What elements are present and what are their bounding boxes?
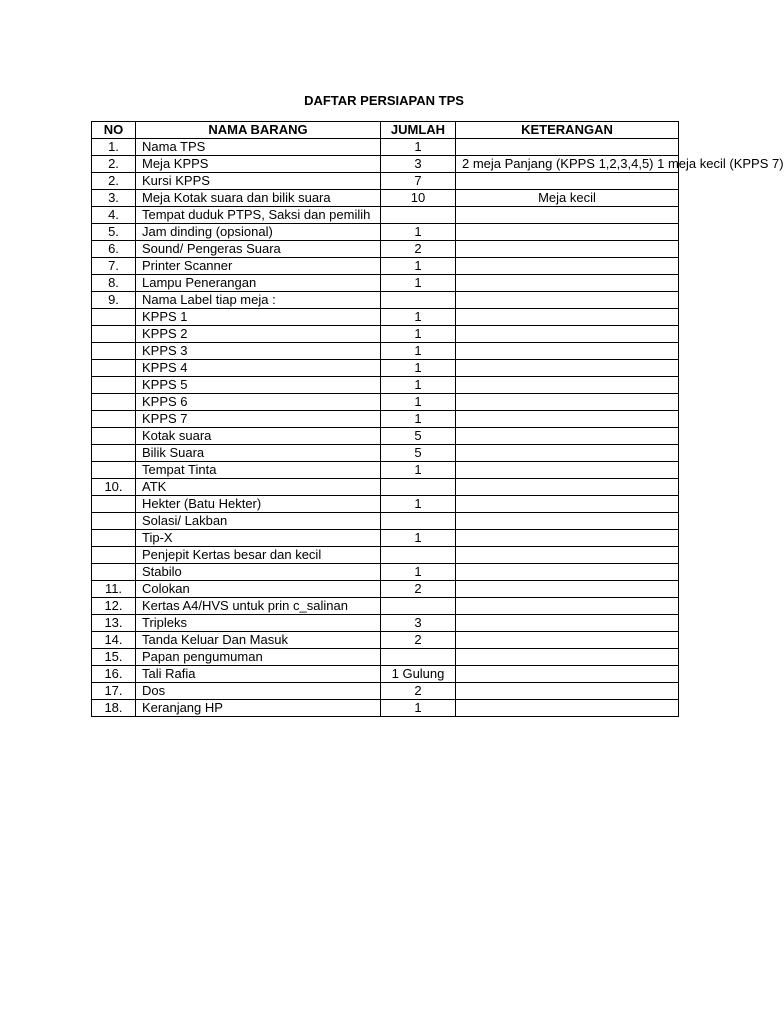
item-name-cell: Kertas A4/HVS untuk prin c_salinan: [136, 598, 381, 615]
table-row: [92, 275, 679, 292]
remarks-cell: [456, 326, 679, 343]
remarks-cell: [456, 581, 679, 598]
quantity-cell: 1 Gulung: [381, 666, 456, 683]
quantity-cell: 3: [381, 156, 456, 173]
quantity-cell: 2: [381, 632, 456, 649]
table-row: [92, 496, 679, 513]
table-row: [92, 445, 679, 462]
table-row: [92, 462, 679, 479]
item-name-cell: ATK: [136, 479, 381, 496]
header-remarks: KETERANGAN: [456, 122, 679, 139]
remarks-cell: [456, 700, 679, 717]
table-header-row: [92, 122, 679, 139]
remarks-cell: [456, 411, 679, 428]
row-number-cell: 2.: [92, 173, 136, 190]
quantity-cell: 1: [381, 309, 456, 326]
document-title: DAFTAR PERSIAPAN TPS: [304, 93, 464, 108]
item-name-cell: Keranjang HP: [136, 700, 381, 717]
quantity-cell: 1: [381, 343, 456, 360]
item-name-cell: Meja KPPS: [136, 156, 381, 173]
remarks-cell: [456, 513, 679, 530]
quantity-cell: 7: [381, 173, 456, 190]
quantity-cell: 1: [381, 564, 456, 581]
table-row: [92, 292, 679, 309]
quantity-cell: 1: [381, 496, 456, 513]
table-row: [92, 428, 679, 445]
item-name-cell: Stabilo: [136, 564, 381, 581]
remarks-cell: [456, 258, 679, 275]
table-row: [92, 258, 679, 275]
table-row: [92, 632, 679, 649]
header-quantity: JUMLAH: [381, 122, 456, 139]
table-row: [92, 598, 679, 615]
table-row: [92, 615, 679, 632]
quantity-cell: 1: [381, 411, 456, 428]
table-row: [92, 513, 679, 530]
quantity-cell: 3: [381, 615, 456, 632]
table-row: [92, 360, 679, 377]
quantity-cell: [381, 649, 456, 666]
remarks-cell: [456, 309, 679, 326]
item-name-cell: Nama Label tiap meja :: [136, 292, 381, 309]
row-number-cell: [92, 462, 136, 479]
quantity-cell: 2: [381, 241, 456, 258]
row-number-cell: [92, 445, 136, 462]
remarks-cell: [456, 139, 679, 156]
remarks-cell: [456, 207, 679, 224]
table-row: [92, 581, 679, 598]
row-number-cell: 10.: [92, 479, 136, 496]
item-name-cell: KPPS 3: [136, 343, 381, 360]
remarks-cell: 2 meja Panjang (KPPS 1,2,3,4,5) 1 meja kecil (KPPS 7): [456, 156, 679, 173]
quantity-cell: 2: [381, 581, 456, 598]
item-name-cell: Tempat Tinta: [136, 462, 381, 479]
row-number-cell: 6.: [92, 241, 136, 258]
item-name-cell: Tanda Keluar Dan Masuk: [136, 632, 381, 649]
item-name-cell: Tali Rafia: [136, 666, 381, 683]
table-row: [92, 649, 679, 666]
row-number-cell: [92, 513, 136, 530]
row-number-cell: [92, 564, 136, 581]
remarks-cell: [456, 394, 679, 411]
row-number-cell: 12.: [92, 598, 136, 615]
item-name-cell: Tip-X: [136, 530, 381, 547]
quantity-cell: 1: [381, 394, 456, 411]
quantity-cell: 1: [381, 530, 456, 547]
item-name-cell: Penjepit Kertas besar dan kecil: [136, 547, 381, 564]
table-body: [92, 139, 784, 717]
remarks-cell: Meja kecil: [456, 190, 679, 207]
quantity-cell: 1: [381, 462, 456, 479]
row-number-cell: [92, 377, 136, 394]
table-row: [92, 190, 679, 207]
table-row: [92, 564, 679, 581]
item-name-cell: Papan pengumuman: [136, 649, 381, 666]
preparation-table: [91, 121, 784, 717]
quantity-cell: 2: [381, 683, 456, 700]
quantity-cell: 10: [381, 190, 456, 207]
remarks-cell: [456, 360, 679, 377]
header-no: NO: [92, 122, 136, 139]
item-name-cell: Sound/ Pengeras Suara: [136, 241, 381, 258]
table-row: [92, 700, 679, 717]
remarks-cell: [456, 564, 679, 581]
quantity-cell: 1: [381, 224, 456, 241]
item-name-cell: Hekter (Batu Hekter): [136, 496, 381, 513]
row-number-cell: 9.: [92, 292, 136, 309]
row-number-cell: [92, 496, 136, 513]
item-name-cell: Nama TPS: [136, 139, 381, 156]
quantity-cell: [381, 292, 456, 309]
item-name-cell: KPPS 6: [136, 394, 381, 411]
quantity-cell: 5: [381, 428, 456, 445]
item-name-cell: Kursi KPPS: [136, 173, 381, 190]
row-number-cell: 15.: [92, 649, 136, 666]
item-name-cell: Tripleks: [136, 615, 381, 632]
remarks-cell: [456, 292, 679, 309]
item-name-cell: KPPS 5: [136, 377, 381, 394]
table-row: [92, 479, 679, 496]
quantity-cell: [381, 207, 456, 224]
row-number-cell: 7.: [92, 258, 136, 275]
row-number-cell: 1.: [92, 139, 136, 156]
table-row: [92, 156, 679, 173]
quantity-cell: [381, 479, 456, 496]
item-name-cell: Meja Kotak suara dan bilik suara: [136, 190, 381, 207]
table-row: [92, 343, 679, 360]
remarks-cell: [456, 649, 679, 666]
table-row: [92, 173, 679, 190]
remarks-cell: [456, 547, 679, 564]
item-name-cell: KPPS 4: [136, 360, 381, 377]
table-row: [92, 394, 679, 411]
remarks-cell: [456, 173, 679, 190]
row-number-cell: 16.: [92, 666, 136, 683]
table-row: [92, 666, 679, 683]
remarks-cell: [456, 479, 679, 496]
quantity-cell: 1: [381, 700, 456, 717]
item-name-cell: Jam dinding (opsional): [136, 224, 381, 241]
remarks-cell: [456, 632, 679, 649]
quantity-cell: 1: [381, 326, 456, 343]
table-row: [92, 530, 679, 547]
row-number-cell: 18.: [92, 700, 136, 717]
row-number-cell: [92, 343, 136, 360]
item-name-cell: Dos: [136, 683, 381, 700]
table-row: [92, 241, 679, 258]
quantity-cell: 1: [381, 275, 456, 292]
row-number-cell: [92, 428, 136, 445]
quantity-cell: 5: [381, 445, 456, 462]
row-number-cell: [92, 547, 136, 564]
row-number-cell: 4.: [92, 207, 136, 224]
quantity-cell: [381, 547, 456, 564]
row-number-cell: 17.: [92, 683, 136, 700]
row-number-cell: [92, 530, 136, 547]
row-number-cell: [92, 360, 136, 377]
row-number-cell: 3.: [92, 190, 136, 207]
quantity-cell: [381, 598, 456, 615]
remarks-cell: [456, 343, 679, 360]
table-row: [92, 207, 679, 224]
remarks-cell: [456, 224, 679, 241]
item-name-cell: Printer Scanner: [136, 258, 381, 275]
table-row: [92, 683, 679, 700]
remarks-cell: [456, 530, 679, 547]
table-row: [92, 411, 679, 428]
remarks-cell: [456, 462, 679, 479]
row-number-cell: [92, 411, 136, 428]
table-row: [92, 309, 679, 326]
remarks-cell: [456, 275, 679, 292]
row-number-cell: [92, 309, 136, 326]
quantity-cell: 1: [381, 139, 456, 156]
item-name-cell: Kotak suara: [136, 428, 381, 445]
item-name-cell: KPPS 1: [136, 309, 381, 326]
row-number-cell: 5.: [92, 224, 136, 241]
row-number-cell: 14.: [92, 632, 136, 649]
quantity-cell: 1: [381, 377, 456, 394]
row-number-cell: 13.: [92, 615, 136, 632]
remarks-cell: [456, 445, 679, 462]
quantity-cell: 1: [381, 360, 456, 377]
row-number-cell: 8.: [92, 275, 136, 292]
remarks-cell: [456, 377, 679, 394]
row-number-cell: [92, 326, 136, 343]
item-name-cell: KPPS 7: [136, 411, 381, 428]
remarks-cell: [456, 683, 679, 700]
item-name-cell: Solasi/ Lakban: [136, 513, 381, 530]
remarks-cell: [456, 615, 679, 632]
quantity-cell: [381, 513, 456, 530]
item-name-cell: Lampu Penerangan: [136, 275, 381, 292]
quantity-cell: 1: [381, 258, 456, 275]
table-row: [92, 326, 679, 343]
table-row: [92, 547, 679, 564]
table-row: [92, 377, 679, 394]
table-row: [92, 139, 679, 156]
remarks-cell: [456, 241, 679, 258]
item-name-cell: Tempat duduk PTPS, Saksi dan pemilih: [136, 207, 381, 224]
remarks-cell: [456, 496, 679, 513]
remarks-cell: [456, 666, 679, 683]
table-row: [92, 224, 679, 241]
row-number-cell: [92, 394, 136, 411]
item-name-cell: KPPS 2: [136, 326, 381, 343]
item-name-cell: Bilik Suara: [136, 445, 381, 462]
row-number-cell: 11.: [92, 581, 136, 598]
row-number-cell: 2.: [92, 156, 136, 173]
item-name-cell: Colokan: [136, 581, 381, 598]
header-item-name: NAMA BARANG: [136, 122, 381, 139]
remarks-cell: [456, 598, 679, 615]
remarks-cell: [456, 428, 679, 445]
